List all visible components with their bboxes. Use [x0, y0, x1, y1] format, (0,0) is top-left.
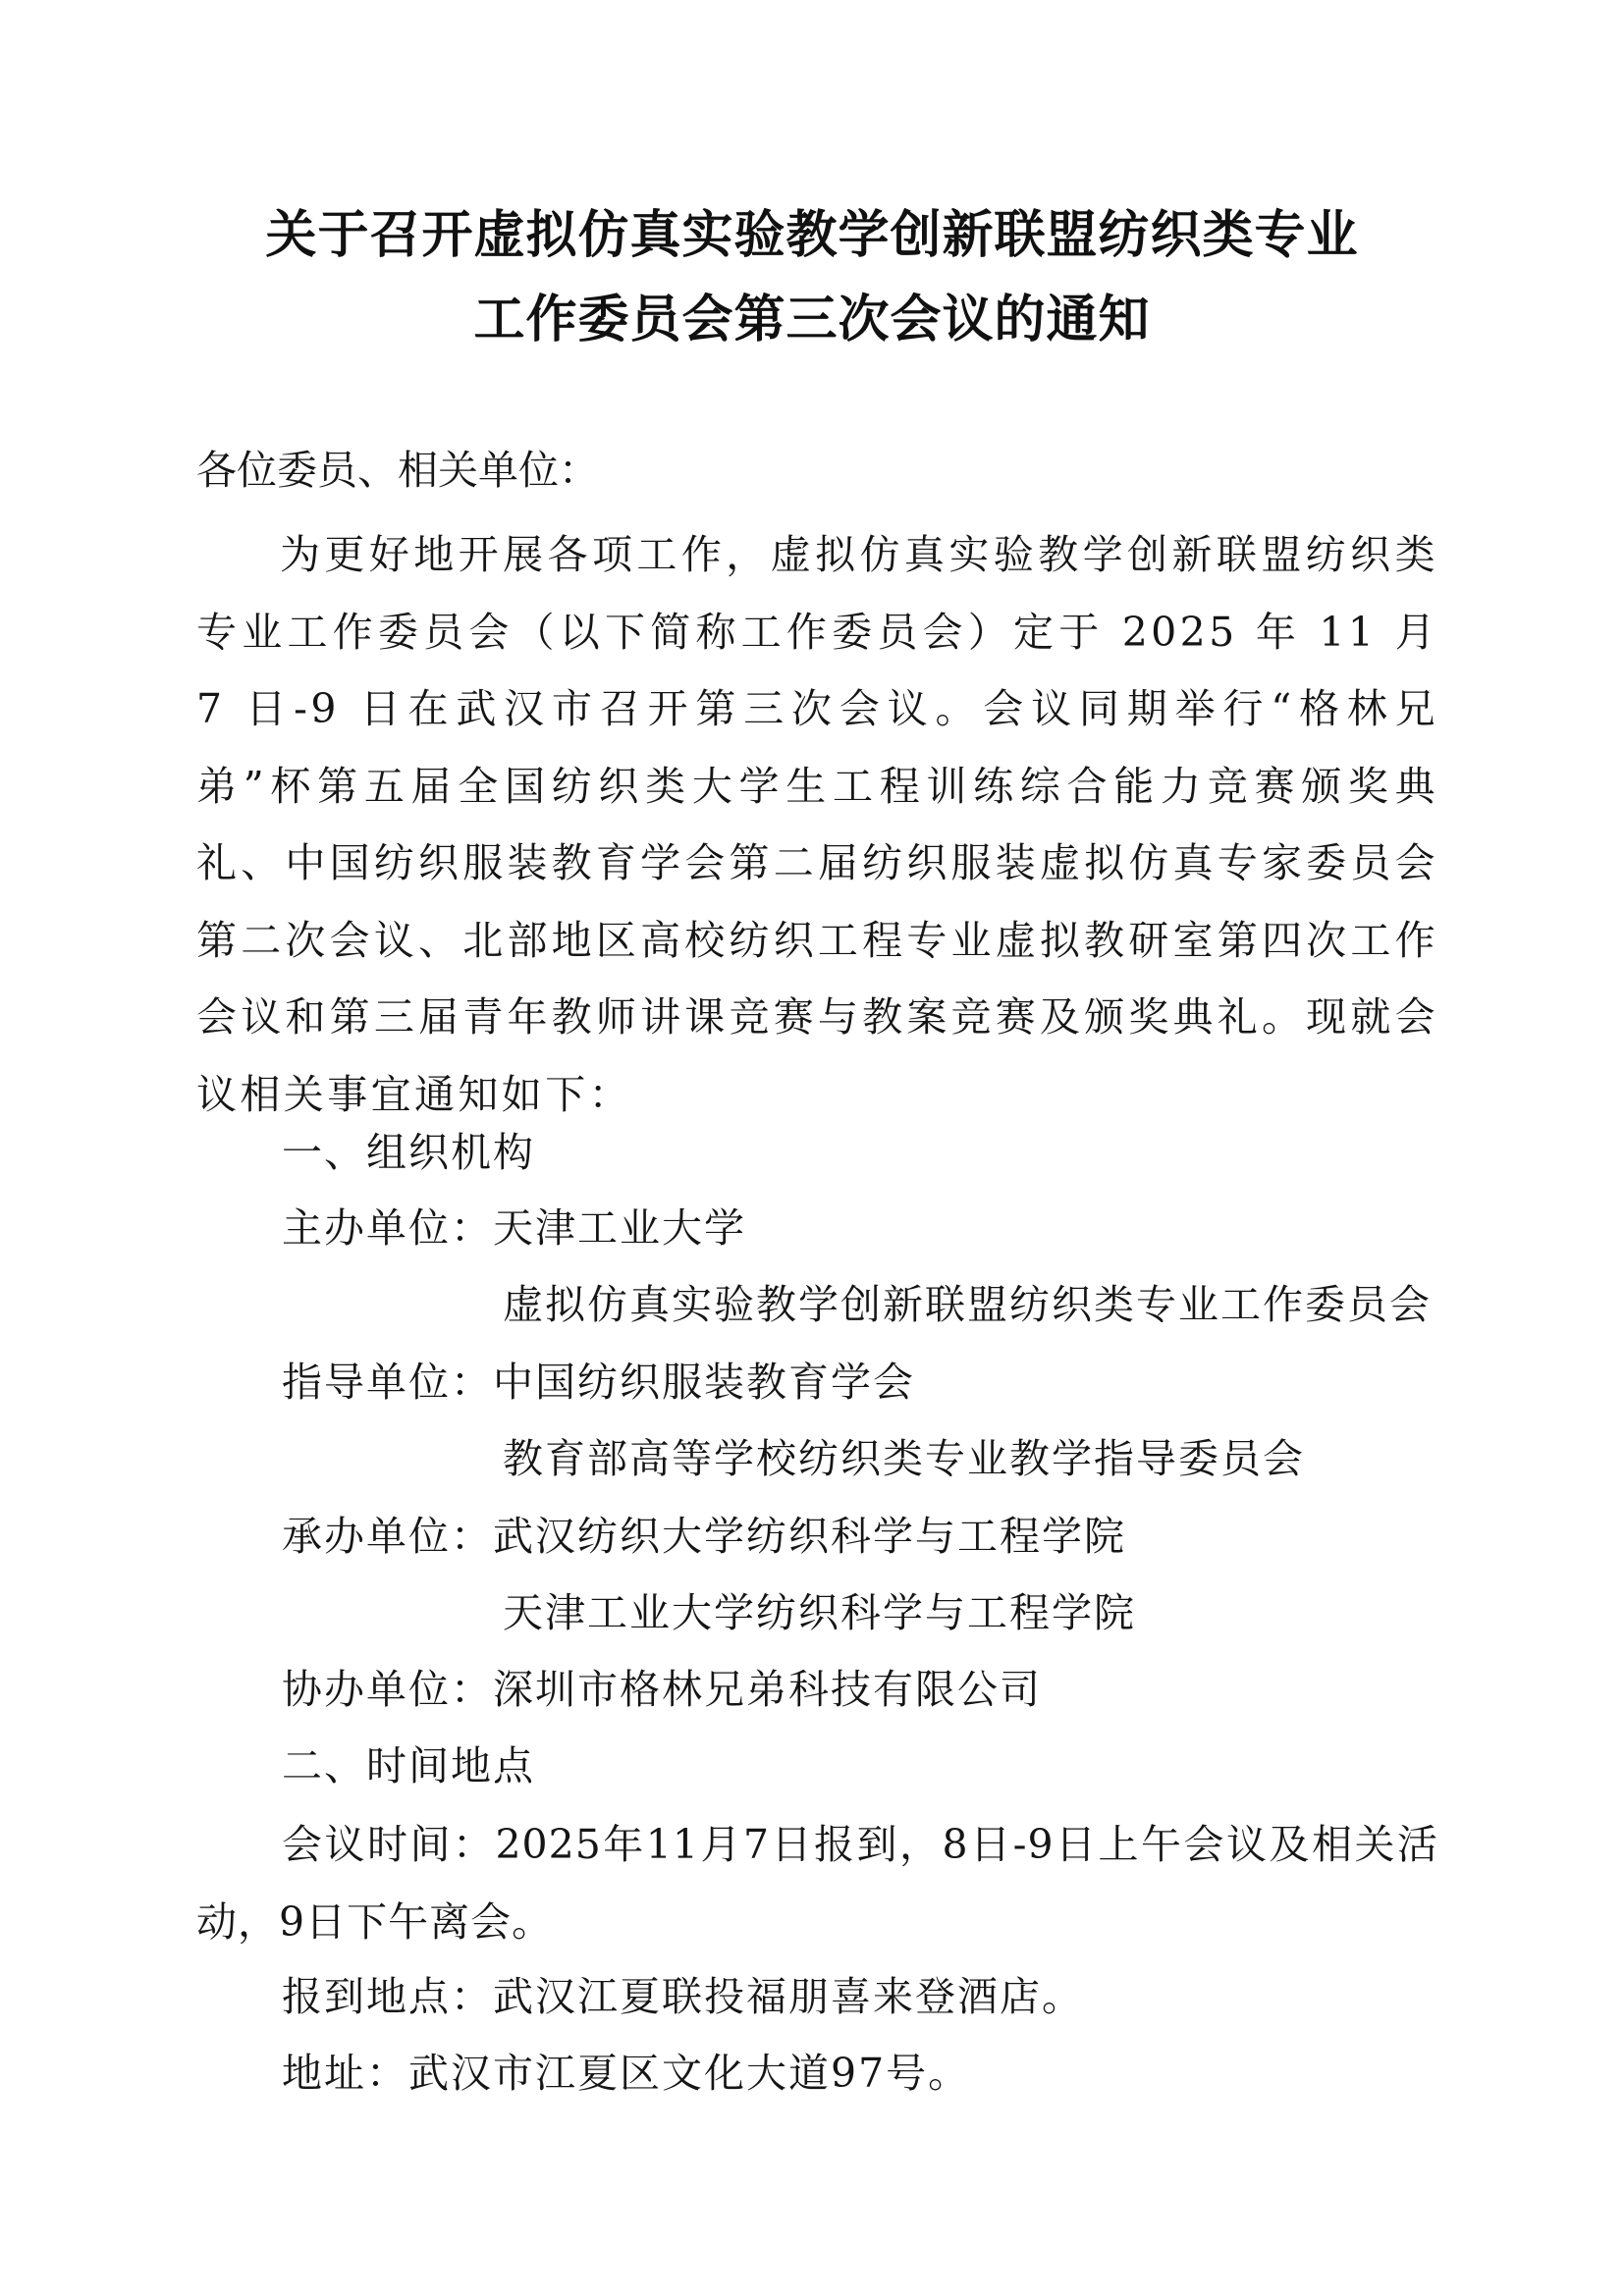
organizer-label: 承办单位： [282, 1513, 493, 1560]
section-1-heading: 一、组织机构 [282, 1129, 535, 1176]
document-title-line-1: 关于召开虚拟仿真实验教学创新联盟纺织类专业 [265, 206, 1359, 265]
address: 地址：武汉市江夏区文化大道97号。 [282, 2050, 971, 2097]
organizer-unit-2: 天津工业大学纺织科学与工程学院 [503, 1589, 1136, 1636]
host-unit-2: 虚拟仿真实验教学创新联盟纺织类专业工作委员会 [503, 1281, 1432, 1328]
checkin-location: 报到地点：武汉江夏联投福朋喜来登酒店。 [282, 1973, 1084, 2020]
guide-unit-2: 教育部高等学校纺织类专业教学指导委员会 [503, 1435, 1305, 1482]
salutation: 各位委员、相关单位： [196, 447, 599, 494]
meeting-time: 会议时间：2025年11月7日报到，8日-9日上午会议及相关活动，9日下午离会。 [196, 1821, 1438, 1946]
guide-label: 指导单位： [282, 1359, 493, 1406]
section-2-heading: 二、时间地点 [282, 1742, 535, 1789]
document-title-line-2: 工作委员会第三次会议的通知 [473, 291, 1151, 349]
guide-unit-1: 中国纺织服装教育学会 [493, 1359, 915, 1406]
co-organizer-row [282, 1661, 1042, 1718]
guide-row [282, 1354, 915, 1411]
organizer-row [282, 1508, 1126, 1565]
host-label: 主办单位： [282, 1204, 493, 1252]
co-organizer-label: 协办单位： [282, 1666, 493, 1713]
host-unit-1: 天津工业大学 [493, 1204, 746, 1252]
intro-paragraph: 为更好地开展各项工作，虚拟仿真实验教学创新联盟纺织类专业工作委员会（以下简称工作委员会）定于 2025 年 11 月 7 日-9 日在武汉市召开第三次会议。会议同期举行“格林兄弟”杯第五届全国纺织类大学生工程训练综合能力竞赛颁奖典礼、中国纺织服装教育学会第二届纺织服装虚拟仿真专家委员会第二次会议、北部地区高校纺织工程专业虚拟教研室第四次工作会议和第三届青年教师讲课竞赛与教案竞赛及颁奖典礼。现就会议相关事宜通知如下： [196, 531, 1438, 1118]
host-row [282, 1200, 746, 1256]
co-organizer-unit-1: 深圳市格林兄弟科技有限公司 [493, 1666, 1042, 1713]
organizer-unit-1: 武汉纺织大学纺织科学与工程学院 [493, 1513, 1126, 1560]
